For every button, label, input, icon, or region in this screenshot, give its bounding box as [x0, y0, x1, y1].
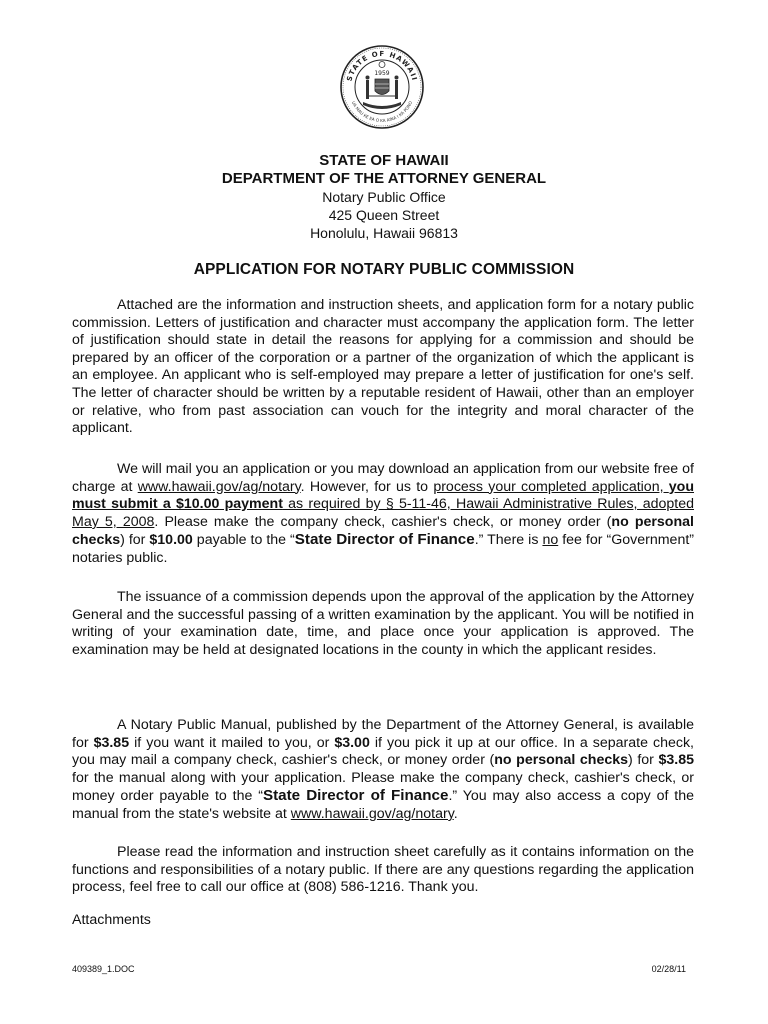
state-seal — [339, 44, 425, 130]
attachments-label: Attachments — [72, 912, 151, 928]
closing-paragraph: Please read the information and instruction sheet carefully as it contains information on the functions and responsibilities of a notary public. If there are any questions regarding the application process, feel free to call our office at (808) 586-1216. Thank you. — [72, 844, 694, 896]
document-date: 02/28/11 — [651, 964, 686, 974]
payment-requirement: you must submit a $10.00 payment — [72, 478, 694, 513]
office-city: Honolulu, Hawaii 96813 — [310, 225, 458, 241]
seal-ring-text: STATE OF HAWAII — [345, 49, 419, 83]
document-title: APPLICATION FOR NOTARY PUBLIC COMMISSION — [193, 261, 575, 278]
office-street: 425 Queen Street — [328, 207, 440, 223]
manual-website-link[interactable]: www.hawaii.gov/ag/notary — [290, 805, 454, 822]
website-link[interactable]: www.hawaii.gov/ag/notary — [137, 478, 301, 495]
office-name: Notary Public Office — [322, 189, 446, 205]
payment-paragraph: We will mail you an application or you may download an application from our website free of charge at www.hawaii.gov/ag/notary. However, for us to process your completed application, you must submit a $10.00 payment as required by § 5-11-46, Hawaii Administrative Rules, adopted May 5, 2008. Please make the company check, cashier's check, or money order (no personal checks) for $10.00 payable to the “State Director of Finance.” There is no fee for “Government” notaries public. — [72, 461, 695, 566]
manual-paragraph: A Notary Public Manual, published by the Department of the Attorney General, is available for $3.85 if you want it mailed to you, or $3.00 if you pick it up at our office. In a separate check, you may mail a company check, cashier's check, or money order (no personal checks) for $3.85 for the manual along with your application. Please make the company check, cashier's check, or money order payable to the “State Director of Finance.” You may also access a copy of the manual from the state's website at www.hawaii.gov/ag/notary. — [72, 717, 694, 822]
examination-paragraph: The issuance of a commission depends upon the approval of the application by the Attorney General and the successful passing of a written examination by the applicant. You will be notified in writing of your examination date, time, and place once your application is approved. The examination may be held at designated locations in the county in which the applicant resides. — [72, 589, 694, 658]
document-id: 409389_1.DOC — [72, 964, 135, 974]
seal-motto: UA MAU KE EA O KA AINA I KA PONO — [350, 100, 414, 124]
seal-year: 1959 — [374, 70, 390, 77]
department-heading: DEPARTMENT OF THE ATTORNEY GENERAL — [221, 170, 547, 187]
state-heading: STATE OF HAWAII — [319, 152, 449, 169]
intro-paragraph: Attached are the information and instruction sheets, and application form for a notary public commission. Letters of justification and character must accompany the application form. The letter of justification should state in detail the reasons for applying for a commission and should be prepared by an officer of the corporation or a partner of the organization of which the applicant is an employee. An applicant who is self-employed may prepare a letter of justification for one's self. The letter of character should be written by a reputable resident of Hawaii, other than an employer or relative, who from past association can vouch for the integrity and moral character of the applicant. — [72, 297, 694, 437]
